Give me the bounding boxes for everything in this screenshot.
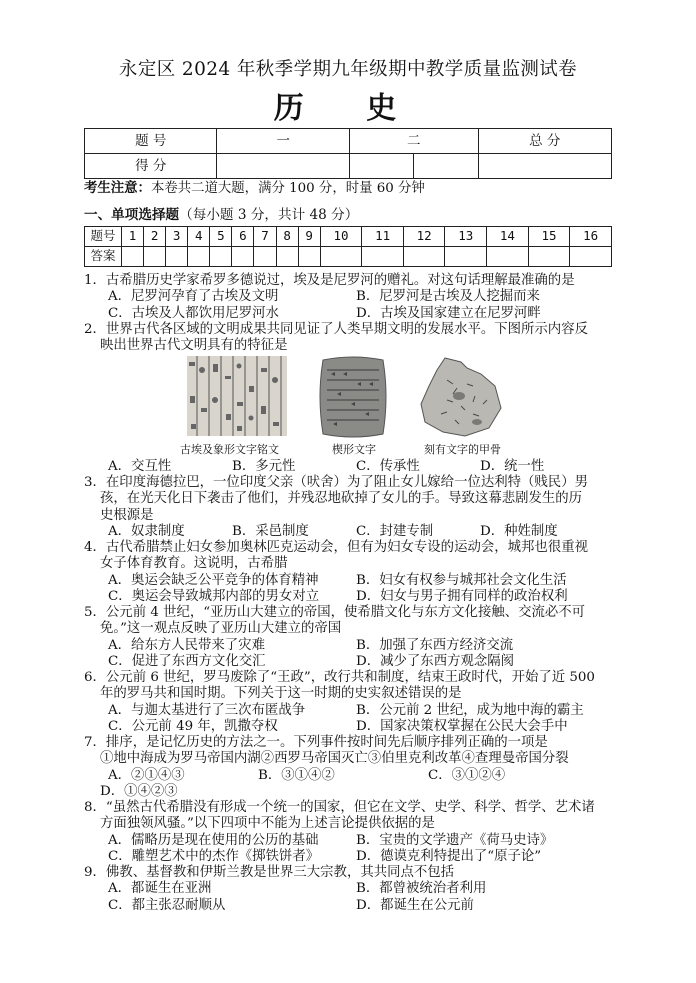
- answer-number-cell: 8: [276, 227, 298, 247]
- option-b: B．加强了东西方经济交流: [356, 637, 514, 653]
- option-d: D．古埃及国家建立在尼罗河畔: [356, 305, 541, 321]
- option-a: A．奥运会缺乏公平竞争的体育精神: [108, 572, 319, 588]
- option-c: C．雕塑艺术中的杰作《掷铁饼者》: [108, 848, 320, 864]
- answer-row-label-number: 题号: [85, 227, 122, 247]
- score-table: [84, 128, 612, 179]
- caption-cuneiform: 楔形文字: [332, 443, 376, 456]
- answer-cell[interactable]: [320, 247, 362, 267]
- option-b: B．宝贵的文学遗产《荷马史诗》: [356, 832, 554, 848]
- answer-table: [84, 226, 612, 267]
- subject-title: 历 史: [273, 91, 423, 126]
- score-header-section1: 一: [217, 129, 349, 154]
- option-a: A．都诞生在亚洲: [108, 881, 212, 897]
- question-stem-line: 7．排序，是记忆历史的方法之一。下列事件按时间先后顺序排列正确的一项是: [84, 735, 548, 750]
- question-stem-line: 8．“虽然古代希腊没有形成一个统一的国家，但它在文学、史学、科学、哲学、艺术诸: [84, 800, 595, 815]
- answer-cell[interactable]: [232, 247, 254, 267]
- question-9: [84, 865, 612, 914]
- cuneiform-tablet-image: [317, 356, 389, 438]
- option-c: C．促进了东西方文化交汇: [108, 653, 266, 669]
- options-row: [84, 768, 612, 784]
- section-note: （每小题 3 分，共计 48 分）: [179, 207, 359, 223]
- score-header-section2: 二: [349, 129, 478, 154]
- answer-cell[interactable]: [254, 247, 276, 267]
- option-d: D．国家决策权掌握在公民大会手中: [356, 718, 568, 734]
- options-row: [84, 703, 612, 719]
- question-stem-line: 映出世界古代文明具有的特征是: [100, 338, 288, 354]
- options-row: [84, 573, 612, 589]
- options-row: [84, 306, 612, 322]
- answer-number-cell: 5: [210, 227, 232, 247]
- question-stem-line: 5．公元前 4 世纪，“亚历山大建立的帝国，使希腊文化与东方文化接触、交流必不可: [84, 605, 586, 620]
- option-c: C．古埃及人都饮用尼罗河水: [108, 305, 279, 321]
- option-b: B．采邑制度: [232, 523, 309, 539]
- answer-number-cell: 14: [487, 227, 529, 247]
- oracle-bone-image: [417, 356, 505, 438]
- answer-cell[interactable]: [122, 247, 144, 267]
- exam-title: 永定区 2024 年秋季学期九年级期中教学质量监测试卷: [118, 59, 578, 80]
- option-b: B．③①④②: [258, 767, 335, 783]
- option-c: C．封建专制: [356, 523, 434, 539]
- caption-hieroglyph: 古埃及象形文字铭文: [180, 443, 279, 456]
- option-d: D．减少了东西方观念隔阂: [356, 653, 515, 669]
- options-row: [84, 459, 612, 475]
- answer-cell[interactable]: [276, 247, 298, 267]
- options-row: [84, 881, 612, 897]
- answer-number-cell: 6: [232, 227, 254, 247]
- score-cell-total[interactable]: [478, 154, 612, 179]
- answer-number-cell: 12: [403, 227, 445, 247]
- option-a: A．交互性: [108, 459, 172, 474]
- options-row: [84, 849, 612, 865]
- options-row: [84, 833, 612, 849]
- question-stem-line: 孩，在光天化日下袭击了他们，并残忍地砍掉了女儿的手。导致这幕悲剧发生的历: [100, 491, 583, 507]
- answer-cell[interactable]: [570, 247, 612, 267]
- option-d: D．都诞生在公元前: [356, 897, 474, 913]
- option-b: B．妇女有权参与城邦社会文化生活: [356, 572, 567, 588]
- options-row: [84, 589, 612, 605]
- question-stem-line: 9．佛教、基督教和伊斯兰教是世界三大宗教，其共同点不包括: [84, 865, 455, 880]
- answer-number-cell: 9: [298, 227, 320, 247]
- option-b: B．尼罗河是古埃及人挖掘而来: [356, 289, 540, 305]
- answer-number-cell: 4: [188, 227, 210, 247]
- question-3: [84, 475, 612, 540]
- option-a: A．尼罗河孕育了古埃及文明: [108, 289, 279, 305]
- answer-number-cell: 16: [570, 227, 612, 247]
- option-b: B．都曾被统治者利用: [356, 881, 487, 897]
- answer-cell[interactable]: [487, 247, 529, 267]
- options-row: [84, 289, 612, 305]
- option-a: A．给东方人民带来了灾难: [108, 637, 265, 653]
- option-d: D．种姓制度: [480, 523, 558, 539]
- options-row: [84, 524, 612, 540]
- notice-label: 考生注意：: [84, 180, 151, 196]
- answer-cell[interactable]: [188, 247, 210, 267]
- score-cell-section2b[interactable]: [414, 154, 478, 179]
- question-8: [84, 800, 612, 865]
- notice-text: 本卷共二道大题，满分 100 分，时量 60 分钟: [150, 181, 425, 196]
- answer-number-cell: 13: [445, 227, 487, 247]
- answer-number-cell: 1: [122, 227, 144, 247]
- option-a: A．②①④③: [108, 767, 185, 783]
- answer-number-cell: 15: [528, 227, 570, 247]
- question-stem-line: 3．在印度海德拉巴，一位印度父亲（吠舍）为了阻止女儿嫁给一位达利特（贱民）男: [84, 475, 588, 490]
- answer-cell[interactable]: [528, 247, 570, 267]
- question-stem-line: 6．公元前 6 世纪，罗马废除了“王政”，改行共和制度，结束王政时代，开始了近 500: [84, 670, 595, 685]
- question-2-options: [84, 459, 612, 475]
- question-stem: 1．古希腊历史学家希罗多德说过，埃及是尼罗河的赠礼。对这句话理解最准确的是: [84, 273, 575, 288]
- question-stem-line: 4．古代希腊禁止妇女参加奥林匹克运动会，但有为妇女专设的运动会，城邦也很重视: [84, 540, 588, 555]
- score-cell-section1[interactable]: [217, 154, 349, 179]
- option-d: D．①④②③: [100, 783, 178, 799]
- option-c: C．公元前 49 年，凯撒夺权: [108, 718, 278, 734]
- option-a: A．儒略历是现在使用的公历的基础: [108, 832, 319, 848]
- options-row: [84, 654, 612, 670]
- answer-cell[interactable]: [144, 247, 166, 267]
- question-stem-line: 2．世界古代各区域的文明成果共同见证了人类早期文明的发展水平。下图所示内容反: [84, 322, 588, 337]
- option-b: B．多元性: [232, 459, 296, 474]
- option-a: A．奴隶制度: [108, 523, 185, 539]
- answer-cell[interactable]: [445, 247, 487, 267]
- score-header-number: 题 号: [85, 129, 217, 154]
- question-stem-line: 女子体育教育。这说明，古希腊: [100, 556, 288, 572]
- option-c: C．奥运会导致城邦内部的男女对立: [108, 588, 320, 604]
- option-d: D．德谟克利特提出了“原子论”: [356, 848, 542, 864]
- answer-number-cell: 10: [320, 227, 362, 247]
- hieroglyph-inscription-image: [187, 356, 287, 436]
- answer-row-label-answer: 答案: [85, 247, 122, 267]
- score-row-label: 得 分: [85, 154, 217, 179]
- option-c: C．都主张忍耐顺从: [108, 897, 226, 913]
- section-heading: [84, 207, 358, 223]
- question-2: [84, 322, 612, 355]
- question-stem-line: 方面独领风骚。”以下四项中不能为上述言论提供依据的是: [100, 816, 435, 832]
- option-a: A．与迦太基进行了三次布匿战争: [108, 702, 306, 718]
- answer-cell[interactable]: [210, 247, 232, 267]
- answer-cell[interactable]: [298, 247, 320, 267]
- option-c: C．③①②④: [428, 767, 506, 783]
- question-stem-line: 免。”这一观点反映了亚历山大建立的帝国: [100, 621, 342, 637]
- question-stem-line: 年的罗马共和国时期。下列关于这一时期的史实叙述错误的是: [100, 686, 462, 702]
- options-row: [84, 719, 612, 735]
- question-6: [84, 670, 612, 735]
- option-d: D．妇女与男子拥有同样的政治权利: [356, 588, 568, 604]
- question-4: [84, 540, 612, 605]
- option-c: C．传承性: [356, 459, 420, 474]
- question-stem-line: ①地中海成为罗马帝国内湖②西罗马帝国灭亡③伯里克利改革④查理曼帝国分裂: [100, 751, 569, 767]
- question-2-images: [84, 356, 612, 460]
- score-cell-section2a[interactable]: [349, 154, 413, 179]
- answer-number-cell: 11: [362, 227, 404, 247]
- options-row: [84, 898, 612, 914]
- section-title: 一、单项选择题: [84, 207, 180, 223]
- question-1: [84, 273, 612, 322]
- caption-oracle-bone: 刻有文字的甲骨: [424, 443, 501, 456]
- question-stem-line: 史根源是: [100, 507, 154, 523]
- answer-number-cell: 2: [144, 227, 166, 247]
- answer-cell[interactable]: [166, 247, 188, 267]
- option-d: D．统一性: [480, 459, 545, 474]
- answer-cell[interactable]: [362, 247, 404, 267]
- answer-cell[interactable]: [403, 247, 445, 267]
- option-b: B．公元前 2 世纪，成为地中海的霸主: [356, 702, 584, 718]
- question-7: [84, 735, 612, 800]
- question-5: [84, 605, 612, 670]
- answer-number-cell: 3: [166, 227, 188, 247]
- score-header-total: 总 分: [478, 129, 612, 154]
- exam-notice: [84, 180, 425, 197]
- options-row: [84, 638, 612, 654]
- answer-number-cell: 7: [254, 227, 276, 247]
